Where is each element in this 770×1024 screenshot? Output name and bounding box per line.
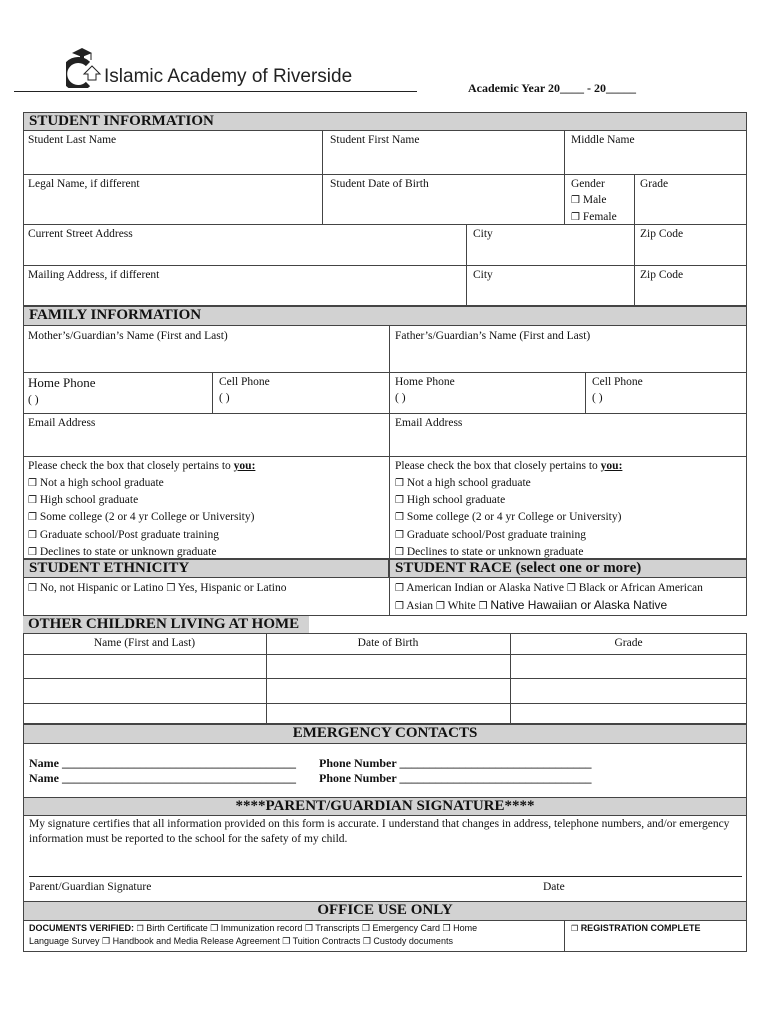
academic-year: Academic Year 20____ - 20_____ (468, 81, 636, 95)
city-label: City (473, 228, 493, 240)
checkbox-icon[interactable]: ❒ (571, 212, 580, 223)
col-header-grade: Grade (614, 637, 643, 649)
divider (23, 174, 747, 175)
phone-paren: ( ) (28, 394, 39, 406)
checkbox-icon[interactable]: ❒ (571, 195, 580, 206)
cell-phone-label: Cell Phone (219, 376, 270, 388)
grade-label: Grade (640, 178, 669, 190)
first-name-label: Student First Name (330, 134, 420, 146)
divider (23, 678, 747, 679)
home-phone-label: Home Phone (28, 375, 96, 390)
education-option[interactable]: ❒ Not a high school graduate (28, 477, 164, 489)
divider (23, 413, 747, 414)
date-label: Date (543, 881, 565, 893)
checkbox-icon: ❒ (28, 478, 37, 489)
certify-text: My signature certifies that all information provided on this form is accurate. I understand that changes in address, telephone numbers, and/or emergency information must be reported to the school for the safety of my child. (29, 818, 730, 845)
divider (634, 174, 635, 306)
office-header: OFFICE USE ONLY (23, 901, 747, 921)
email-label: Email Address (28, 417, 96, 429)
checkbox-icon: ❒ (136, 924, 144, 933)
signature-line[interactable] (29, 876, 742, 877)
divider (322, 130, 323, 224)
divider (466, 224, 467, 306)
divider (389, 325, 390, 559)
emergency-phone-line[interactable]: Phone Number ________________________________ (319, 756, 592, 770)
divider (23, 456, 747, 457)
mailing-label: Mailing Address, if different (28, 269, 160, 281)
divider (585, 372, 586, 413)
divider (389, 577, 390, 616)
emergency-phone-line[interactable]: Phone Number ________________________________ (319, 771, 592, 785)
dob-label: Student Date of Birth (330, 178, 429, 190)
legal-name-label: Legal Name, if different (28, 178, 140, 190)
other-children-header: OTHER CHILDREN LIVING AT HOME (23, 616, 747, 634)
emergency-name-line[interactable]: Name _______________________________________ (29, 771, 296, 785)
signature-label: Parent/Guardian Signature (29, 881, 152, 893)
phone-paren: ( ) (219, 392, 230, 404)
checkbox-icon: ❒ (166, 583, 176, 594)
middle-name-label: Middle Name (571, 134, 635, 146)
education-option[interactable]: ❒ Some college (2 or 4 yr College or University) (28, 511, 255, 523)
education-prompt: Please check the box that closely pertains to you: (395, 460, 623, 472)
education-option[interactable]: ❒ High school graduate (28, 494, 139, 506)
school-logo (66, 46, 106, 88)
col-header-dob: Date of Birth (357, 637, 419, 649)
checkbox-icon: ❒ (28, 512, 37, 523)
gender-male-option[interactable]: ❒ Male (571, 194, 607, 206)
education-option[interactable]: ❒ Graduate school/Post graduate training (395, 529, 587, 541)
education-option[interactable]: ❒ Graduate school/Post graduate training (28, 529, 220, 541)
zip-label: Zip Code (640, 269, 684, 281)
checkbox-icon: ❒ (28, 495, 37, 506)
documents-verified: DOCUMENTS VERIFIED: ❒ Birth Certificate ❒ Immunization record ❒ Transcripts ❒ Emergency Card ❒ Home Language Survey ❒ Handbook and Media Release Agreement ❒ Tuition Contracts ❒ Custody documents (29, 923, 478, 946)
phone-paren: ( ) (592, 392, 603, 404)
father-name-label: Father’s/Guardian’s Name (First and Last) (395, 330, 591, 342)
checkbox-icon: ❒ (395, 478, 404, 489)
checkbox-icon: ❒ (395, 547, 404, 558)
phone-paren: ( ) (395, 392, 406, 404)
family-info-header: FAMILY INFORMATION (23, 306, 747, 326)
race-options-row1[interactable]: ❒ American Indian or Alaska Native ❒ Black or African American (395, 582, 703, 594)
gender-label: Gender (571, 178, 605, 190)
col-header-name: Name (First and Last) (93, 637, 196, 649)
registration-complete[interactable]: ❒ REGISTRATION COMPLETE (571, 923, 701, 933)
divider (23, 654, 747, 655)
street-label: Current Street Address (28, 228, 133, 240)
city-label: City (473, 269, 493, 281)
zip-label: Zip Code (640, 228, 684, 240)
home-phone-label: Home Phone (395, 376, 455, 388)
checkbox-icon: ❒ (28, 530, 37, 541)
race-header: STUDENT RACE (select one or more) (389, 559, 747, 578)
education-prompt: Please check the box that closely pertains to you: (28, 460, 256, 472)
checkbox-icon: ❒ (395, 495, 404, 506)
checkbox-icon: ❒ (571, 924, 579, 933)
divider (23, 703, 747, 704)
ethnicity-options[interactable]: ❒ No, not Hispanic or Latino ❒ Yes, Hispanic or Latino (28, 582, 287, 594)
last-name-label: Student Last Name (28, 134, 117, 146)
divider (564, 130, 565, 224)
divider (212, 372, 213, 413)
divider (23, 265, 747, 266)
checkbox-icon: ❒ (28, 583, 37, 594)
header-rule (14, 91, 417, 92)
gender-female-option[interactable]: ❒ Female (571, 211, 617, 223)
checkbox-icon: ❒ (395, 512, 404, 523)
checkbox-icon: ❒ (395, 530, 404, 541)
checkbox-icon: ❒ (478, 601, 488, 612)
race-options-row2[interactable]: ❒ Asian ❒ White ❒ Native Hawaiian or Alaska Native (395, 598, 668, 612)
email-label: Email Address (395, 417, 463, 429)
divider (23, 372, 747, 373)
education-option[interactable]: ❒ Declines to state or unknown graduate (395, 546, 584, 558)
education-option[interactable]: ❒ Some college (2 or 4 yr College or University) (395, 511, 622, 523)
divider (23, 224, 747, 225)
emergency-name-line[interactable]: Name _______________________________________ (29, 756, 296, 770)
education-option[interactable]: ❒ Declines to state or unknown graduate (28, 546, 217, 558)
checkbox-icon: ❒ (28, 547, 37, 558)
divider (564, 920, 565, 952)
checkbox-icon: ❒ (395, 583, 404, 594)
education-option[interactable]: ❒ Not a high school graduate (395, 477, 531, 489)
mother-name-label: Mother’s/Guardian’s Name (First and Last) (28, 330, 228, 342)
education-option[interactable]: ❒ High school graduate (395, 494, 506, 506)
checkbox-icon: ❒ (566, 583, 576, 594)
ethnicity-header: STUDENT ETHNICITY (23, 559, 389, 578)
cell-phone-label: Cell Phone (592, 376, 643, 388)
signature-header: ****PARENT/GUARDIAN SIGNATURE**** (23, 797, 747, 816)
checkbox-icon: ❒ (435, 601, 445, 612)
school-name: Islamic Academy of Riverside (104, 66, 353, 87)
student-info-header: STUDENT INFORMATION (23, 112, 747, 131)
checkbox-icon: ❒ (395, 601, 404, 612)
emergency-header: EMERGENCY CONTACTS (23, 724, 747, 744)
